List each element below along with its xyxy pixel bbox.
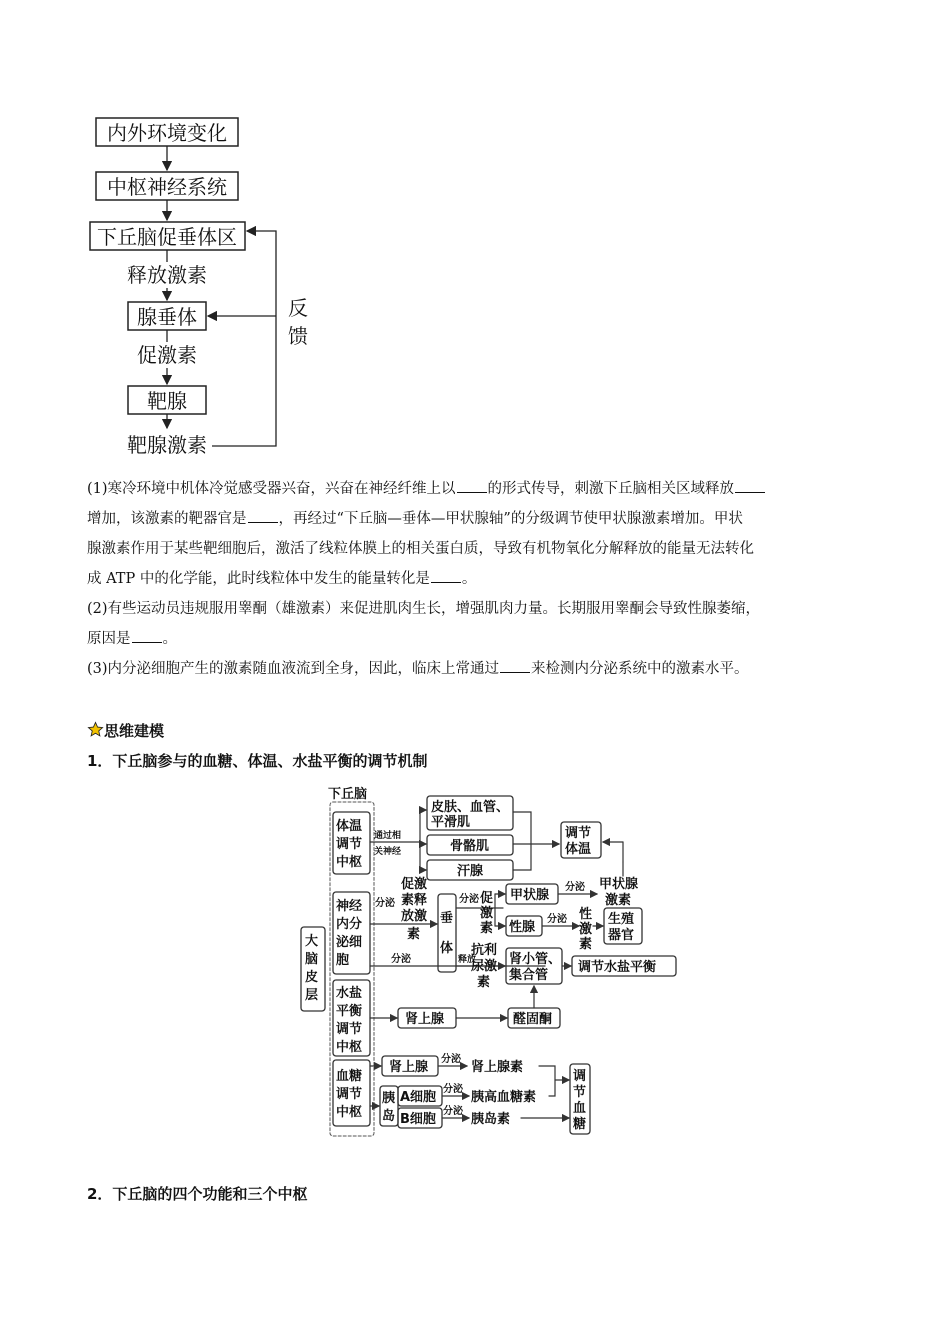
svg-text:调节: 调节 bbox=[336, 1087, 363, 1102]
feedback-label-1: 反 bbox=[288, 296, 308, 320]
feedback-label-2: 馈 bbox=[288, 324, 308, 348]
svg-text:调节水盐平衡: 调节水盐平衡 bbox=[578, 960, 657, 975]
svg-text:体: 体 bbox=[440, 941, 454, 956]
regulation-mechanism-diagram bbox=[295, 782, 685, 1142]
svg-text:大: 大 bbox=[305, 934, 319, 949]
label-tropic-hormone: 促激素 bbox=[137, 343, 197, 367]
svg-text:中枢: 中枢 bbox=[336, 1040, 363, 1055]
svg-text:促: 促 bbox=[480, 891, 494, 906]
svg-text:通过相: 通过相 bbox=[374, 831, 402, 841]
svg-text:骨骼肌: 骨骼肌 bbox=[450, 839, 490, 854]
svg-text:肾小管、: 肾小管、 bbox=[509, 952, 562, 967]
svg-text:调节: 调节 bbox=[565, 826, 592, 841]
svg-text:器官: 器官 bbox=[608, 928, 635, 943]
svg-text:素: 素 bbox=[480, 921, 494, 936]
svg-text:平滑肌: 平滑肌 bbox=[431, 815, 471, 830]
svg-text:分泌: 分泌 bbox=[391, 954, 411, 965]
svg-text:尿激: 尿激 bbox=[471, 959, 498, 974]
item-1-heading: 1．下丘脑参与的血糖、体温、水盐平衡的调节机制 bbox=[87, 752, 428, 770]
answer-blank bbox=[132, 628, 162, 643]
svg-text:汗腺: 汗腺 bbox=[457, 864, 484, 879]
svg-text:素: 素 bbox=[579, 937, 593, 952]
svg-text:素: 素 bbox=[407, 927, 421, 942]
svg-text:分泌: 分泌 bbox=[443, 1084, 463, 1095]
svg-text:肾上腺: 肾上腺 bbox=[405, 1012, 445, 1027]
svg-text:平衡: 平衡 bbox=[336, 1004, 363, 1019]
svg-text:调: 调 bbox=[573, 1069, 587, 1084]
svg-text:抗利: 抗利 bbox=[471, 943, 498, 958]
svg-text:血: 血 bbox=[573, 1101, 587, 1116]
svg-text:调节: 调节 bbox=[336, 837, 363, 852]
star-icon bbox=[87, 721, 104, 738]
svg-text:皮肤、血管、: 皮肤、血管、 bbox=[431, 800, 510, 815]
svg-text:节: 节 bbox=[573, 1085, 587, 1100]
svg-text:垂: 垂 bbox=[440, 911, 454, 926]
svg-text:醛固酮: 醛固酮 bbox=[513, 1012, 553, 1027]
svg-text:胰: 胰 bbox=[382, 1091, 396, 1106]
svg-text:分泌: 分泌 bbox=[375, 898, 395, 909]
svg-text:胞: 胞 bbox=[336, 953, 350, 968]
svg-text:分泌: 分泌 bbox=[565, 882, 585, 893]
item-2-heading: 2．下丘脑的四个功能和三个中枢 bbox=[87, 1185, 308, 1203]
question-2: (2)有些运动员违规服用睾酮（雄激素）来促进肌肉生长，增强肌肉力量。长期服用睾酮会导致性腺萎缩， 原因是 。 bbox=[87, 601, 761, 647]
svg-text:关神经: 关神经 bbox=[374, 847, 402, 857]
svg-text:岛: 岛 bbox=[382, 1109, 396, 1124]
svg-text:性腺: 性腺 bbox=[509, 920, 536, 935]
svg-text:释放: 释放 bbox=[458, 955, 477, 965]
svg-text:促激: 促激 bbox=[401, 877, 428, 892]
svg-text:水盐: 水盐 bbox=[336, 986, 363, 1001]
svg-text:激: 激 bbox=[480, 906, 494, 921]
svg-text:内分: 内分 bbox=[336, 917, 363, 932]
svg-text:泌细: 泌细 bbox=[336, 935, 363, 950]
svg-text:放激: 放激 bbox=[401, 909, 428, 924]
answer-blank bbox=[500, 658, 530, 673]
svg-text:激素: 激素 bbox=[605, 893, 632, 908]
question-3: (3)内分泌细胞产生的激素随血液流到全身，因此，临床上常通过 来检测内分泌系统中的激素水平。 bbox=[87, 654, 877, 684]
svg-text:脑: 脑 bbox=[305, 952, 319, 967]
svg-text:素释: 素释 bbox=[401, 893, 428, 908]
label-target-hormone: 靶腺激素 bbox=[127, 433, 207, 457]
svg-text:生殖: 生殖 bbox=[608, 912, 635, 927]
question-1: (1)寒冷环境中机体冷觉感受器兴奋，兴奋在神经纤维上以 的形式传导，刺激下丘脑相关区域释放 增加，该激素的靶器官是 ，再经过“下丘脑—垂体—甲状腺轴”的分级调节使甲状腺激素增加。甲状 腺激素作用于某些靶细胞后，激活了线粒体膜上的相关蛋白质，导致有机物氧化分解释放的能量无法转化 成 ATP 中的化学能，此时线粒体中发生的能量转化是 。 bbox=[87, 474, 877, 594]
section-title: 思维建模 bbox=[104, 722, 165, 740]
svg-text:中枢: 中枢 bbox=[336, 1105, 363, 1120]
box-pituitary-label: 腺垂体 bbox=[137, 305, 197, 329]
svg-text:集合管: 集合管 bbox=[509, 968, 549, 983]
box-hypothalamus-label: 下丘脑促垂体区 bbox=[97, 225, 237, 249]
section-heading bbox=[87, 720, 164, 741]
svg-text:皮: 皮 bbox=[305, 970, 319, 985]
svg-text:神经: 神经 bbox=[336, 899, 363, 914]
svg-text:分泌: 分泌 bbox=[459, 894, 479, 905]
svg-text:体温: 体温 bbox=[565, 842, 592, 857]
svg-text:肾上腺素: 肾上腺素 bbox=[471, 1060, 524, 1075]
answer-blank bbox=[457, 478, 487, 493]
svg-text:分泌: 分泌 bbox=[547, 914, 567, 925]
answer-blank bbox=[248, 508, 278, 523]
svg-text:胰岛素: 胰岛素 bbox=[471, 1112, 511, 1127]
label-releasing-hormone: 释放激素 bbox=[127, 263, 207, 287]
hypothalamus-label: 下丘脑 bbox=[328, 787, 368, 802]
box-cns-label: 中枢神经系统 bbox=[107, 175, 227, 199]
svg-text:B细胞: B细胞 bbox=[400, 1112, 436, 1127]
answer-blank bbox=[431, 568, 461, 583]
svg-text:分泌: 分泌 bbox=[441, 1054, 461, 1065]
svg-text:中枢: 中枢 bbox=[336, 855, 363, 870]
svg-text:激: 激 bbox=[579, 922, 593, 937]
hormone-axis-diagram bbox=[80, 110, 330, 465]
answer-blank bbox=[735, 478, 765, 493]
svg-text:层: 层 bbox=[305, 988, 319, 1003]
svg-text:糖: 糖 bbox=[573, 1117, 587, 1132]
svg-text:甲状腺: 甲状腺 bbox=[510, 888, 550, 903]
svg-text:甲状腺: 甲状腺 bbox=[599, 877, 639, 892]
svg-text:体温: 体温 bbox=[336, 819, 363, 834]
svg-text:调节: 调节 bbox=[336, 1022, 363, 1037]
box-target-gland-label: 靶腺 bbox=[147, 389, 187, 413]
svg-text:A细胞: A细胞 bbox=[400, 1090, 437, 1105]
svg-text:胰高血糖素: 胰高血糖素 bbox=[471, 1090, 537, 1105]
svg-text:性: 性 bbox=[579, 907, 593, 922]
svg-text:肾上腺: 肾上腺 bbox=[389, 1060, 429, 1075]
svg-text:血糖: 血糖 bbox=[336, 1069, 363, 1084]
svg-text:素: 素 bbox=[477, 975, 491, 990]
svg-text:分泌: 分泌 bbox=[443, 1106, 463, 1117]
box-environment-change-label: 内外环境变化 bbox=[107, 121, 227, 145]
